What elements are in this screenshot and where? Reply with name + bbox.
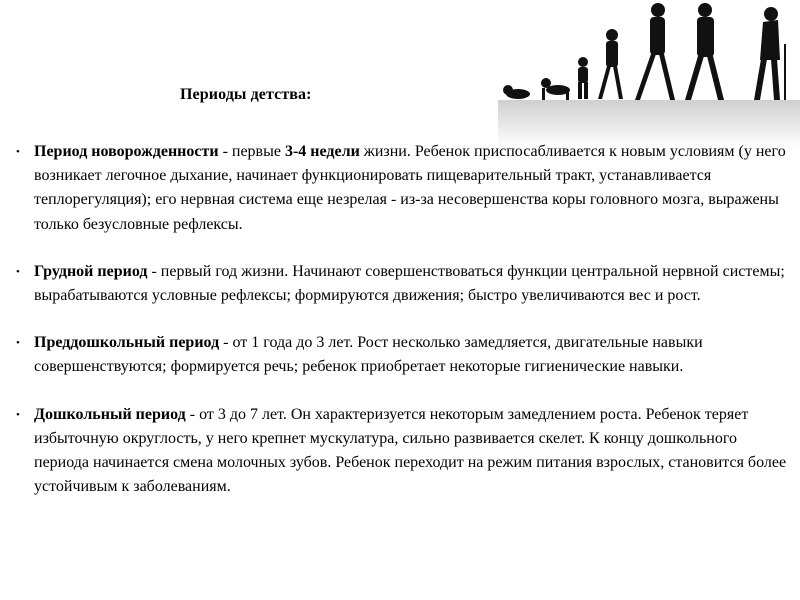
slide-title: Периоды детства: xyxy=(180,86,312,103)
term-label: Грудной период xyxy=(34,262,148,280)
list-item-newborn-period xyxy=(12,140,787,237)
bullet: • xyxy=(16,408,20,421)
description-text: - первые xyxy=(218,143,285,160)
list-item-preschool-period xyxy=(12,403,787,500)
list-item-infant-period xyxy=(12,260,787,308)
bullet: • xyxy=(16,265,20,278)
term-label: Преддошкольный период xyxy=(34,334,220,352)
term-label: Период новорожденности xyxy=(34,143,219,160)
duration-label: 3-4 недели xyxy=(284,143,360,160)
content-list xyxy=(12,140,787,499)
human-growth-silhouettes-icon xyxy=(498,0,800,148)
description-text: - первый год жизни. Начинают совершенствоваться функции центральной нервной системы; вырабатываются условные рефлексы; формируются движения; быстро увеличиваются вес и рост. xyxy=(34,262,785,305)
description-text: - от 1 года до 3 лет. Рост несколько замедляется, двигательные навыки совершенствуются; формируется речь; ребенок приобретает некоторые гигиенические навыки. xyxy=(34,334,703,376)
description-text: жизни. Ребенок приспосабливается к новым условиям (у него возникает легочное дыхание, начинает функционировать пищеварительный тракт, устанавливается теплорегуляция); его нервная система еще незрелая - из-за несовершенства коры головного мозга, выражены только безусловные рефлексы. xyxy=(34,143,786,233)
description-text: - от 3 до 7 лет. Он характеризуется некоторым замедлением роста. Ребенок теряет избыточную округлость, у него крепнет мускулатура, сильно развивается скелет. К концу дошкольного периода начинается смена молочных зубов. Ребенок переходит на режим питания взрослых, становится более устойчивым к заболеваниям. xyxy=(34,405,787,496)
bullet: • xyxy=(16,337,20,350)
bullet: • xyxy=(16,146,20,158)
term-label: Дошкольный период xyxy=(34,405,186,423)
list-item-pre-preschool-period xyxy=(12,331,787,379)
